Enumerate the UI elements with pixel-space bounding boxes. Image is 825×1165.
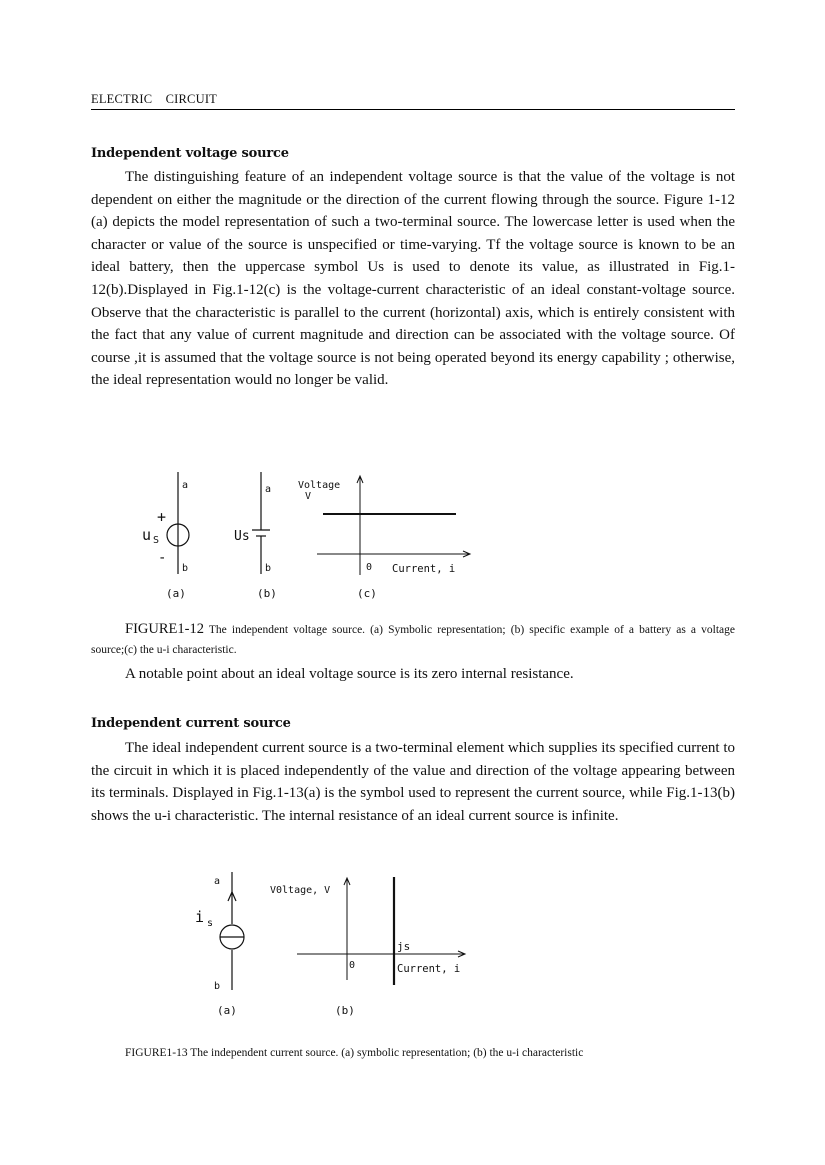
source-subscript-s: S [153,535,160,546]
x-axis-label: Current, i [392,563,456,575]
paragraph-voltage-source: The distinguishing feature of an independent voltage source is that the value of the voltage is not dependent on either the magnitude or the direction of the current flowing through the source. Figure 1-12 (a) depicts the model representation of such a two-terminal source. The lowercase letter is used when the character or value of the source is unspecified or time-varying. Tf the voltage source is known to be an ideal battery, then the uppercase symbol Us is used to denote its value, as illustrated in Fig.1-12(b).Displayed in Fig.1-12(c) is the voltage-current characteristic of an ideal constant-voltage source. Observe that the characteristic is parallel to the current (horizontal) axis, which is entirely consistent with the fact that any value of current magnitude and direction can be associated with the voltage source. Of course ,it is assumed that the voltage source is not being operated beyond its energy capability ; otherwise, the ideal representation would no longer be valid. [91,169,735,389]
running-header: ELECTRIC CIRCUIT [91,92,735,110]
current-source-symbol [195,872,244,1016]
origin-label: 0 [366,562,373,573]
node-b-label: b [182,563,189,574]
y-axis-label: V0ltage, V [270,885,331,896]
figure-1-12-caption-text: The independent voltage source. (a) Symbolic representation; (b) specific example of a battery as a voltage source;(c) the u-i characteristic. [91,624,735,656]
origin-label: 0 [349,960,356,971]
source-symbol-u: u [142,526,152,544]
figure-label-a: (a) [166,587,186,600]
plus-sign: + [157,508,167,526]
figure-label-b: (b) [257,587,277,600]
current-characteristic-plot [270,877,465,1016]
figure-label-a: (a) [217,1004,237,1016]
node-a-label: a [214,876,221,887]
minus-sign: - [158,550,167,566]
battery-symbol [234,472,277,600]
node-b-label: b [214,981,221,992]
section-heading-current-source: Independent current source [91,716,291,731]
y-axis-label: Voltage [298,480,341,491]
figure-1-13-caption: FIGURE1-13 The independent current source. (a) symbolic representation; (b) the u-i characteristic [125,1047,584,1059]
figure-label-c: (c) [357,587,377,600]
x-axis-label: Current, i [397,963,461,975]
y-axis-unit: V [305,491,312,502]
note-zero-resistance: A notable point about an ideal voltage source is its zero internal resistance. [125,666,574,682]
voltage-source-symbol [142,472,189,600]
figure-1-13 [190,868,490,1016]
figure-label-b: (b) [335,1004,355,1016]
section-heading-voltage-source: Independent voltage source [91,146,289,161]
figure-1-12-caption-lead: FIGURE1-12 [125,621,204,637]
node-b-label: b [265,563,272,574]
figure-1-12-caption [91,619,735,660]
marker-label: js [397,940,411,953]
node-a-label: a [182,480,189,491]
source-symbol-i: i [195,908,205,926]
node-a-label: a [265,484,272,495]
source-subscript-s: s [207,918,214,929]
voltage-characteristic-plot [298,476,470,600]
battery-symbol-us: Us [234,529,250,544]
paragraph-current-source: The ideal independent current source is a two-terminal element which supplies its specified current to the circuit in which it is placed independently of the value and direction of the voltage appearing between its terminals. Displayed in Fig.1-13(a) is the symbol used to represent the current source, while Fig.1-13(b) shows the u-i characteristic. The internal resistance of an ideal current source is infinite. [91,740,735,824]
figure-1-12 [130,470,490,602]
